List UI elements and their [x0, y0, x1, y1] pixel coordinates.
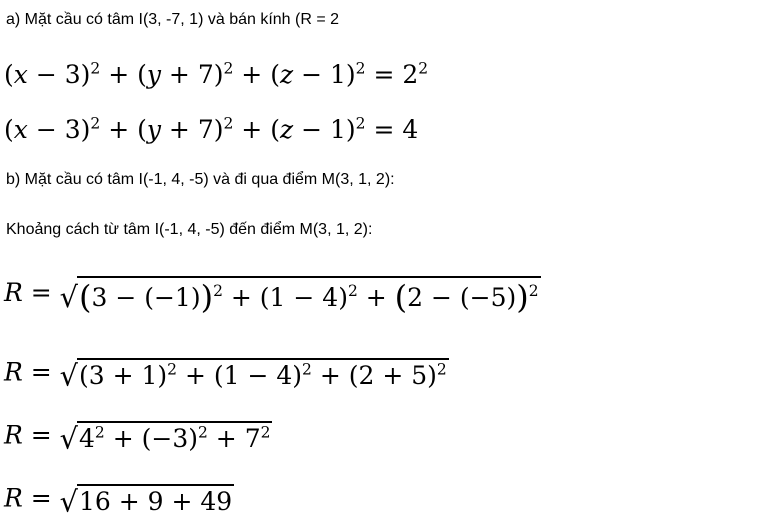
- square-root: √16 + 9 + 49: [59, 484, 233, 519]
- square-root: $√4^2 + (-3)^2 + 7^2$: [59, 421, 271, 456]
- square-root: $√(3 - (-1))^2 + (1 - 4)^2 + (2 - (-5))^2$: [59, 278, 539, 316]
- distance-heading: Khoảng cách từ tâm I(-1, 4, -5) đến điểm M(3, 1, 2):: [6, 221, 373, 238]
- radius-step-4: R = √16 + 9 + 49: [4, 483, 233, 519]
- sphere-equation-2: $(x - 3)^2 + (y + 7)^2 + (z - 1)^2 = 4$: [4, 114, 419, 144]
- radius-step-3: $R = √4^2 + (-3)^2 + 7^2$: [4, 420, 271, 456]
- radius-step-1: $R = √(3 - (-1))^2 + (1 - 4)^2 + (2 - (-5))^2$: [4, 278, 539, 316]
- radius-step-2: $R = √(3 + 1)^2 + (1 - 4)^2 + (2 + 5)^2$: [4, 357, 447, 393]
- part-b-heading: b) Mặt cầu có tâm I(-1, 4, -5) và đi qua điểm M(3, 1, 2):: [6, 171, 395, 188]
- sphere-equation-1: $(x - 3)^2 + (y + 7)^2 + (z - 1)^2 = 2^2$: [4, 59, 429, 89]
- square-root: $√(3 + 1)^2 + (1 - 4)^2 + (2 + 5)^2$: [59, 358, 447, 393]
- part-a-heading: a) Mặt cầu có tâm I(3, -7, 1) và bán kính (R = 2: [6, 11, 340, 28]
